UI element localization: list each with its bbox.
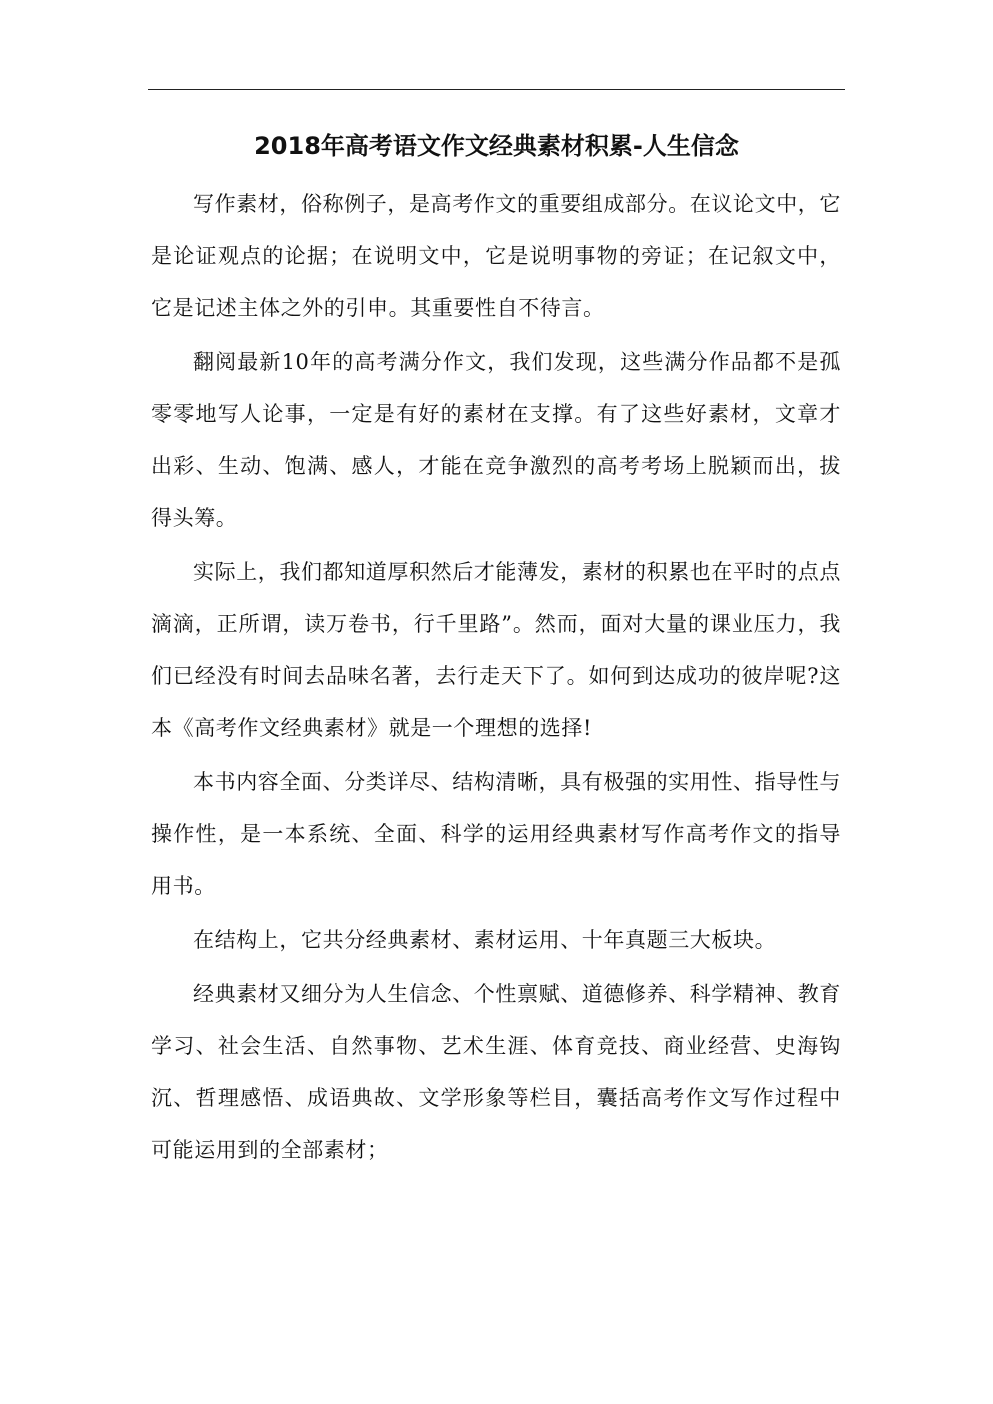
- header-rule: [148, 89, 845, 90]
- paragraph-3: 实际上，我们都知道厚积然后才能薄发，素材的积累也在平时的点点滴滴，正所谓，读万卷书，行千里路”。然而，面对大量的课业压力，我们已经没有时间去品味名著，去行走天下了。如何到达成功的彼岸呢?这本《高考作文经典素材》就是一个理想的选择!: [151, 560, 841, 740]
- paragraph-5: 在结构上，它共分经典素材、素材运用、十年真题三大板块。: [193, 928, 777, 952]
- page-title: 2018年高考语文作文经典素材积累-人生信念: [254, 132, 739, 160]
- paragraph-2: 翻阅最新10年的高考满分作文，我们发现，这些满分作品都不是孤零零地写人论事，一定是有好的素材在支撑。有了这些好素材，文章才出彩、生动、饱满、感人，才能在竞争激烈的高考考场上脱颖而出，拔得头筹。: [151, 350, 841, 530]
- paragraph-1: 写作素材，俗称例子，是高考作文的重要组成部分。在议论文中，它是论证观点的论据；在说明文中，它是说明事物的旁证；在记叙文中，它是记述主体之外的引申。其重要性自不待言。: [151, 192, 841, 320]
- paragraph-6: 经典素材又细分为人生信念、个性禀赋、道德修养、科学精神、教育学习、社会生活、自然事物、艺术生涯、体育竞技、商业经营、史海钩沉、哲理感悟、成语典故、文学形象等栏目，囊括高考作文写作过程中可能运用到的全部素材；: [151, 982, 841, 1162]
- article-body: [151, 178, 841, 1178]
- paragraph-4: 本书内容全面、分类详尽、结构清晰，具有极强的实用性、指导性与操作性，是一本系统、全面、科学的运用经典素材写作高考作文的指导用书。: [151, 770, 841, 898]
